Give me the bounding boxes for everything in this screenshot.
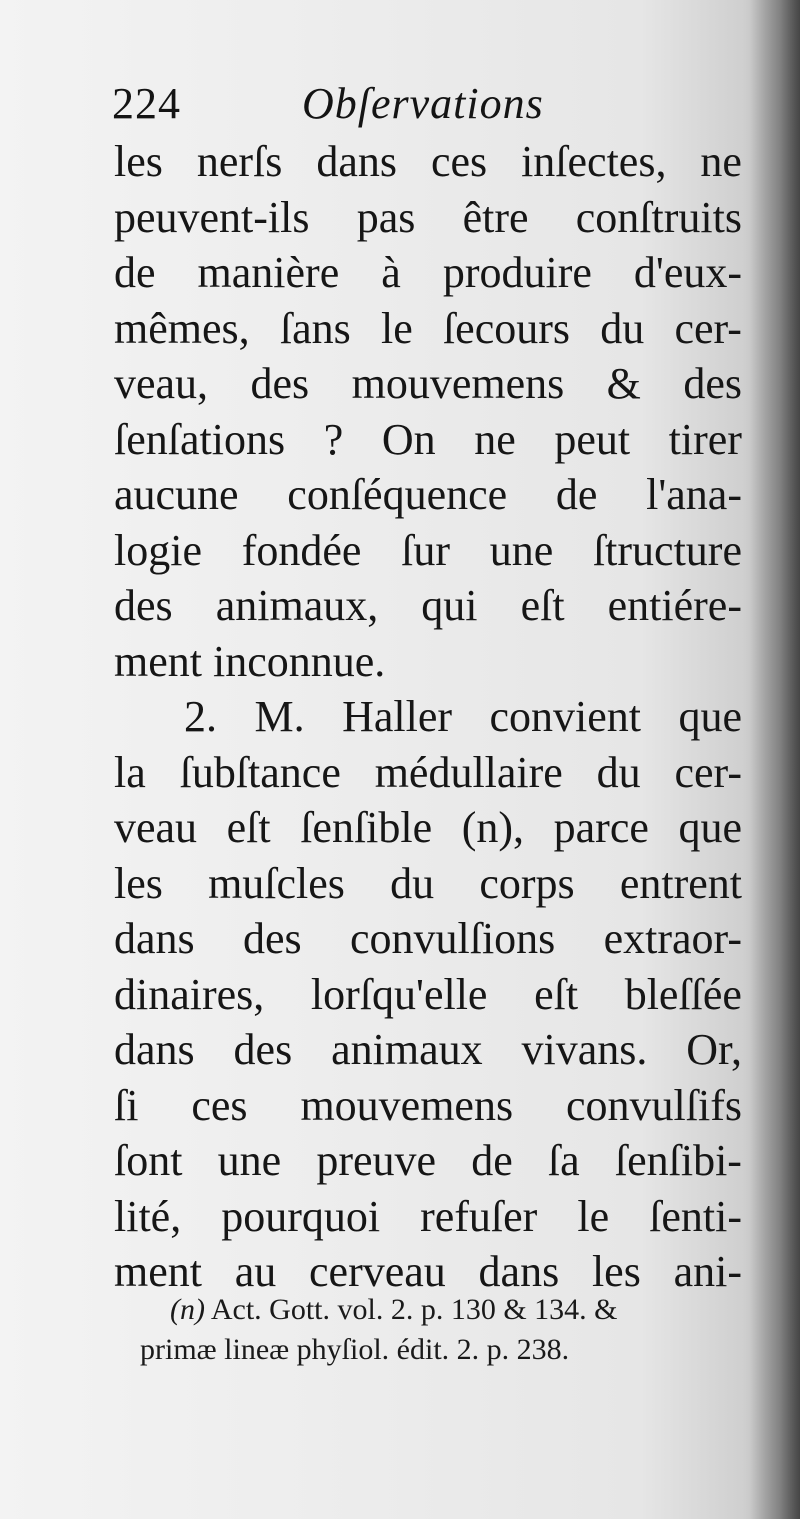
footnote xyxy=(140,1290,740,1370)
text-line: mêmes, ſans le ſecours du cer- xyxy=(114,303,742,353)
text-line: ſi ces mouvemens convulſifs xyxy=(114,1080,742,1130)
spine-shadow xyxy=(750,0,800,1519)
paragraph-start-line: 2. M. Haller convient que xyxy=(184,692,742,741)
text-line: aucune conſéquence de l'ana- xyxy=(114,470,742,519)
text-line: veau eſt ſenſible (n), parce que xyxy=(114,803,742,852)
text-line: ment au cerveau dans les ani- xyxy=(114,1247,742,1296)
text-line: dans des convulſions extraor- xyxy=(114,914,742,963)
page-number: 224 xyxy=(112,79,181,128)
text-line: des animaux, qui eſt entiére- xyxy=(114,581,742,630)
page-header xyxy=(112,78,732,138)
text-line: dinaires, lorſqu'elle eſt bleſſée xyxy=(114,969,742,1019)
footnote-line-2 xyxy=(140,1330,740,1370)
text-line: de manière à produire d'eux- xyxy=(114,248,742,297)
text-line: ſenſations ? On ne peut tirer xyxy=(114,414,742,464)
text-line: la ſubſtance médullaire du cer- xyxy=(114,747,742,797)
text-line: dans des animaux vivans. Or, xyxy=(114,1025,742,1074)
text-line: peuvent-ils pas être conſtruits xyxy=(114,192,742,242)
text-line: veau, des mouvemens & des xyxy=(114,359,742,408)
text-line: logie fondée ſur une ſtructure xyxy=(114,525,742,575)
text-line: ment inconnue. xyxy=(114,636,386,686)
footnote-marker: (n) xyxy=(170,1293,205,1326)
footnote-line-1 xyxy=(140,1290,740,1330)
running-head: Obſervations xyxy=(302,79,544,128)
text-line: ſont une preuve de ſa ſenſibi- xyxy=(114,1136,742,1185)
footnote-text-2: primæ lineæ phyſiol. édit. 2. p. 238. xyxy=(140,1333,570,1366)
text-line: les nerſs dans ces inſectes, ne xyxy=(114,137,742,186)
body-text xyxy=(114,134,742,1300)
text-line: les muſcles du corps entrent xyxy=(114,858,742,908)
text-line: lité, pourquoi refuſer le ſenti- xyxy=(114,1191,742,1241)
footnote-text-1: Act. Gott. vol. 2. p. 130 & 134. & xyxy=(210,1293,618,1326)
